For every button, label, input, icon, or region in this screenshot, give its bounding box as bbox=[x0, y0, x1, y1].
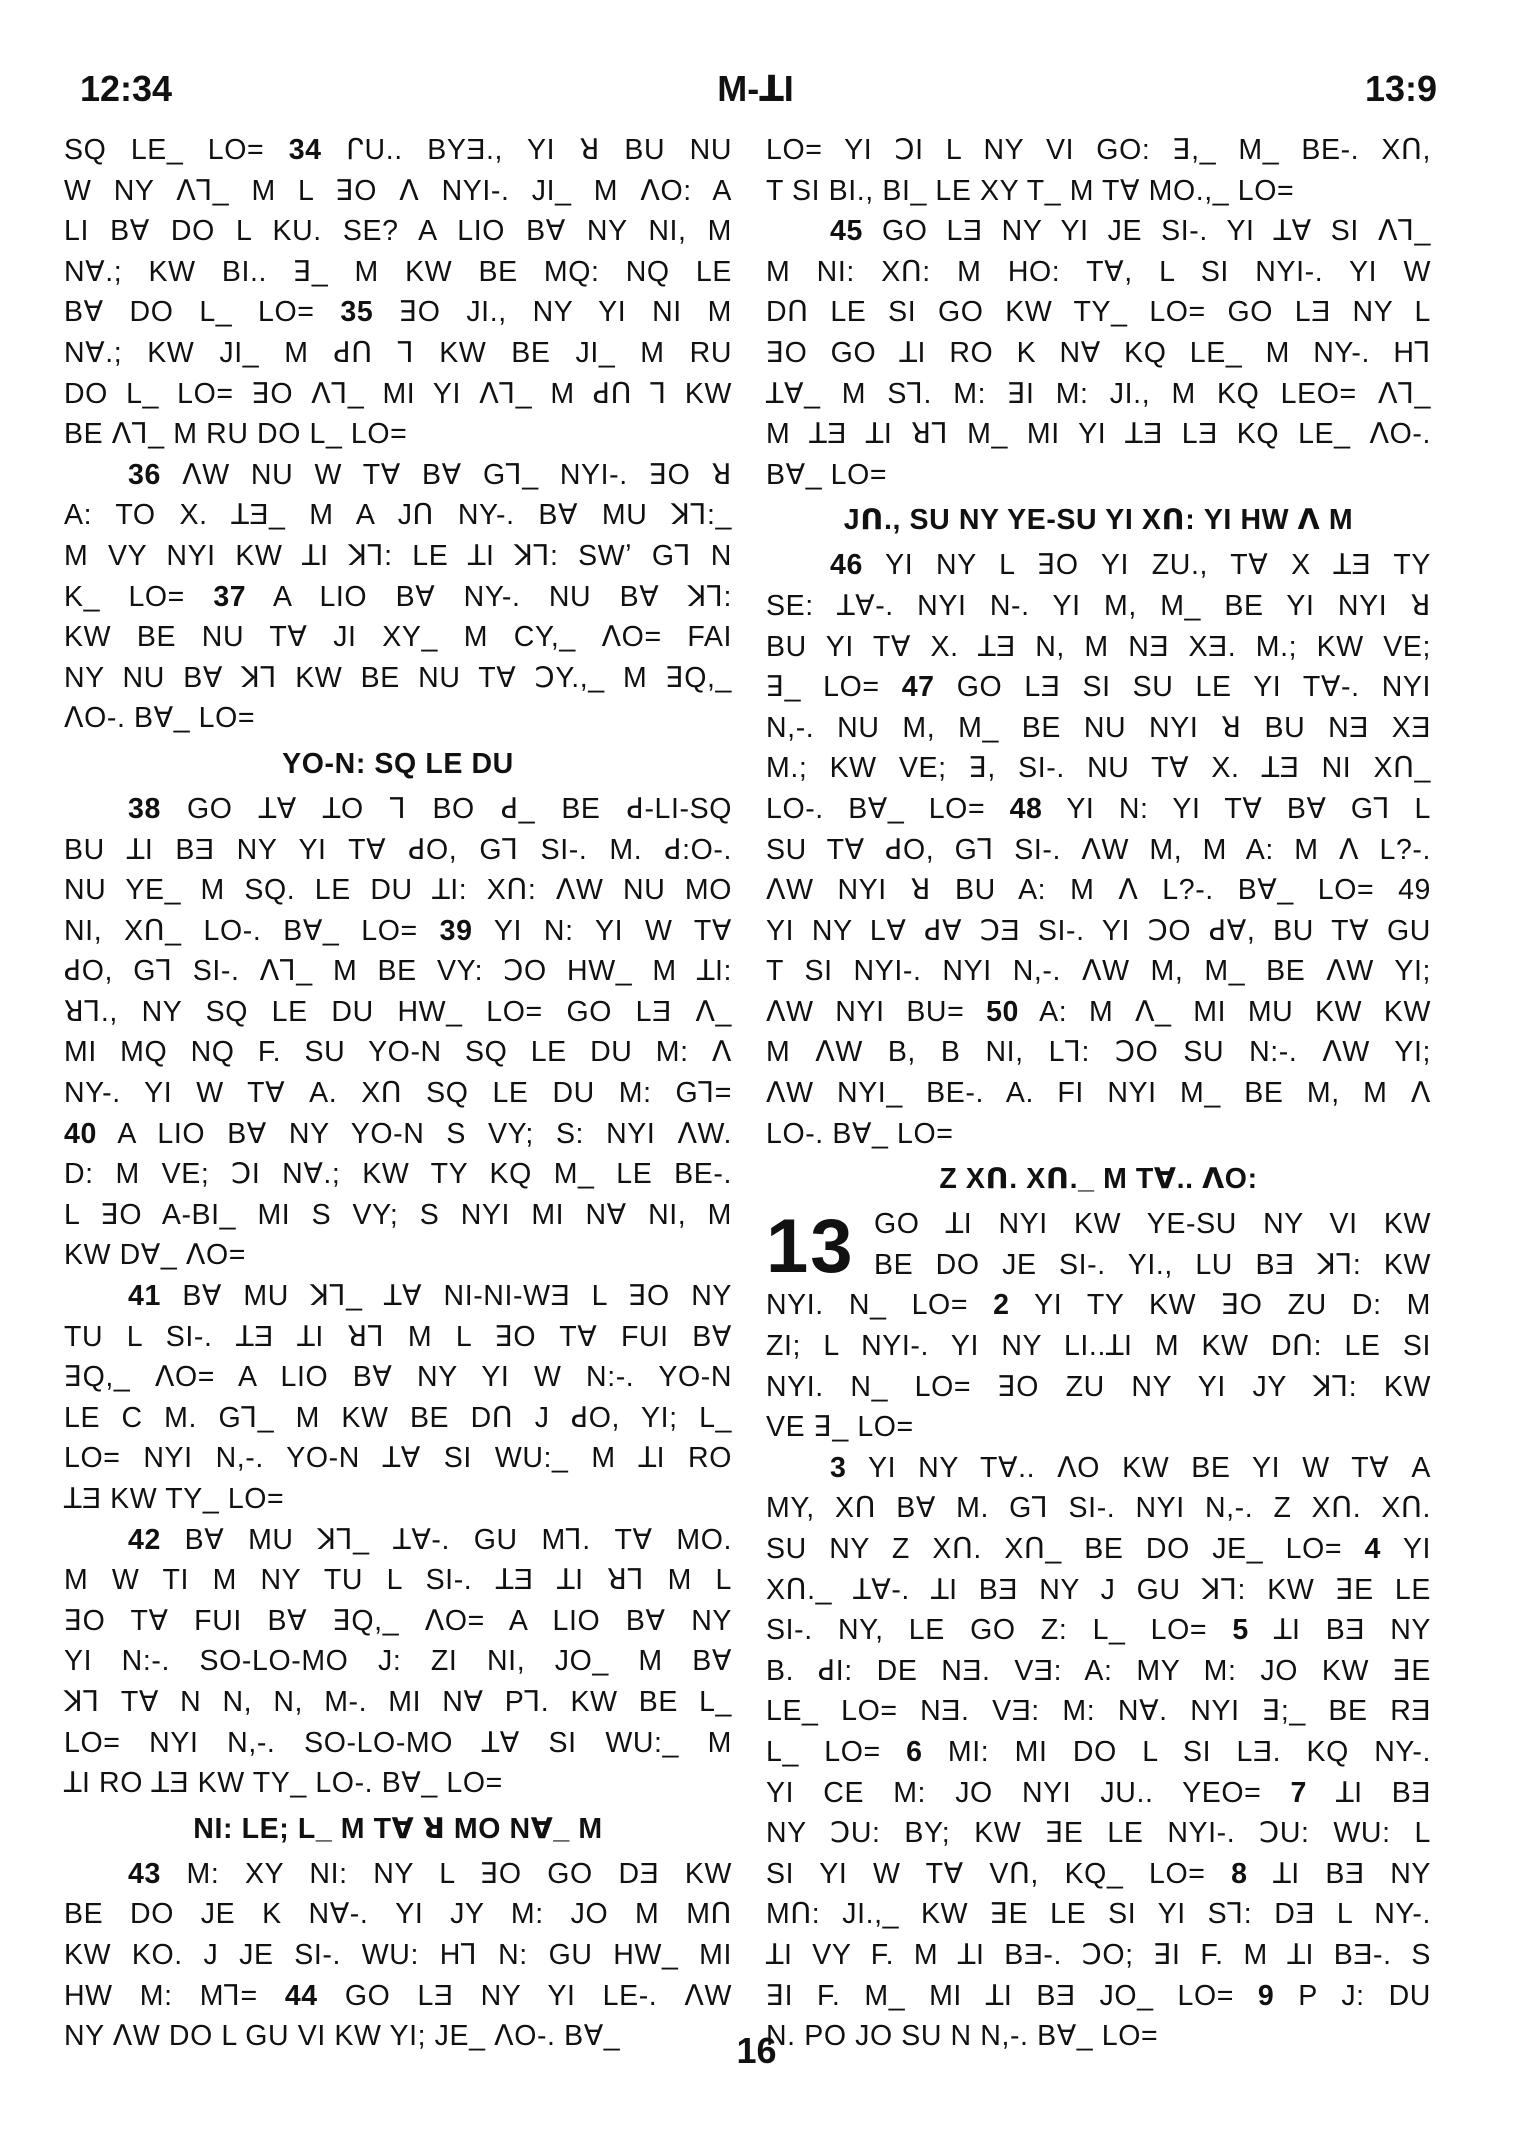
text-line: M VY NYI KW ꓕI ꓘꓶ: LE ꓕI ꓘꓶ: SWʼ Gꓶ N bbox=[64, 539, 732, 572]
text-line: T SI BI., BI_ LE XY T_ M Tꓯ MO.,_ LO= bbox=[766, 174, 1295, 207]
text-line: ꓱO GO ꓕI RO K Nꓯ KQ LE_ M NY-. Hꓶ bbox=[766, 336, 1431, 369]
text-line: NU YE_ M SQ. LE DU ꓕI: Xꓵ: ꓥW NU MO bbox=[64, 874, 732, 907]
text-line: HW M: Mꓶ= 44 GO LƎ NY YI LE-. ꓥW bbox=[64, 1979, 732, 2012]
page-number: 16 bbox=[736, 2030, 777, 2071]
text-line: ꓥW NYI ꓤ BU A: M ꓥ L?-. Bꓯ_ LO= 49 bbox=[766, 874, 1431, 907]
text-line: ꓕI VY F. M ꓕI BƎ-. ꓛO; ꓱI F. M ꓕI BƎ-. S bbox=[766, 1938, 1431, 1971]
text-line: T SI NYI-. NYI N,-. ꓥW M, M_ BE ꓥW YI; bbox=[766, 955, 1431, 988]
text-line: KW Dꓯ_ ꓥO= bbox=[64, 1239, 246, 1272]
text-line: A: TO X. ꓕƎ_ M A Jꓵ NY-. Bꓯ MU ꓘꓶ:_ bbox=[64, 499, 732, 532]
text-line: ZI; L NYI-. YI NY LI..ꓕI M KW Dꓵ: LE SI bbox=[766, 1330, 1431, 1363]
text-line: SQ LE_ LO= 34 ᒋU.. BYƎ., YI ꓤ BU NU bbox=[64, 134, 733, 166]
text-line: LO= YI ꓛI L NY VI GO: ꓱ,_ M_ BE-. Xꓵ, bbox=[766, 134, 1431, 166]
text-line: TU L SI-. ꓕƎ ꓕI ꓤꓶ M L ꓱO Tꓯ FUI Bꓯ bbox=[64, 1320, 732, 1353]
text-line: 3 YI NY Tꓯ.. ꓥO KW BE YI W Tꓯ A bbox=[830, 1451, 1431, 1484]
running-head-left: 12:34 bbox=[80, 68, 173, 109]
text-line: ꓕI RO ꓕƎ KW TY_ LO-. Bꓯ_ LO= bbox=[64, 1767, 503, 1800]
text-line: ꓱO Tꓯ FUI Bꓯ ꓱQ,_ ꓥO= A LIO Bꓯ NY bbox=[64, 1604, 732, 1637]
text-line: ꓱI F. M_ MI ꓕI BƎ JO_ LO= 9 P J: DU bbox=[766, 1979, 1431, 2012]
text-line: M NI: Xꓵ: M HO: Tꓯ, L SI NYI-. YI W bbox=[766, 255, 1431, 288]
text-line: 36 ꓥW NU W Tꓯ Bꓯ Gꓶ_ NYI-. ꓱO ꓤ bbox=[128, 458, 732, 491]
text-line: LE_ LO= NƎ. VƎ: M: Nꓯ. NYI ꓱ;_ BE RƎ bbox=[766, 1695, 1431, 1728]
text-line: ꓕƎ KW TY_ LO= bbox=[64, 1483, 285, 1515]
text-line: ꓱQ,_ ꓥO= A LIO Bꓯ NY YI W N:-. YO-N bbox=[64, 1361, 732, 1394]
chapter-opening bbox=[766, 1204, 1431, 1290]
text-line: KW BE NU Tꓯ JI XY_ M CY,_ ꓥO= FAI bbox=[64, 621, 732, 654]
running-head-right: 13:9 bbox=[1364, 68, 1437, 109]
text-line: NI, Xꓵ_ LO-. Bꓯ_ LO= 39 YI N: YI W Tꓯ bbox=[64, 914, 733, 947]
section-heading: Z Xꓵ. Xꓵ._ M Tꓯ.. ꓥO: bbox=[939, 1163, 1258, 1196]
text-line: SI YI W Tꓯ Vꓵ, KQ_ LO= 8 ꓕI BƎ NY bbox=[766, 1857, 1432, 1890]
text-line: GO ꓕI NYI KW YE-SU NY VI KW bbox=[874, 1208, 1431, 1241]
text-line: M ꓕƎ ꓕI ꓤꓶ M_ MI YI ꓕƎ LƎ KQ LE_ ꓥO-. bbox=[766, 418, 1431, 451]
text-line: SU Tꓯ ꓒO, Gꓶ SI-. ꓥW M, M A: M ꓥ L?-. bbox=[766, 833, 1431, 866]
text-line: 42 Bꓯ MU ꓘꓶ_ ꓕꓯ-. GU Mꓶ. Tꓯ MO. bbox=[128, 1523, 732, 1556]
text-line: Bꓯ DO L_ LO= 35 ꓱO JI., NY YI NI M bbox=[64, 296, 733, 329]
text-line: BU YI Tꓯ X. ꓕƎ N, M NƎ XƎ. M.; KW VE; bbox=[766, 630, 1431, 663]
text-line: ꓥW NYI BU= 50 A: M ꓥ_ MI MU KW KW bbox=[766, 995, 1431, 1028]
text-line: NY-. YI W Tꓯ A. Xꓵ SQ LE DU M: Gꓶ= bbox=[64, 1077, 732, 1110]
text-line: NY ꓛU: BY; KW ꓱE LE NYI-. ꓛU: WU: L bbox=[766, 1817, 1431, 1850]
text-line: SI-. NY, LE GO Z: L_ LO= 5 ꓕI BƎ NY bbox=[766, 1614, 1431, 1647]
text-line: NYI. N_ LO= ꓱO ZU NY YI JY ꓘꓶ: KW bbox=[766, 1370, 1431, 1403]
text-line: 41 Bꓯ MU ꓘꓶ_ ꓕꓯ NI-NI-WƎ L ꓱO NY bbox=[128, 1280, 732, 1313]
running-head bbox=[68, 64, 1443, 114]
chapter-number: 13 bbox=[766, 1204, 855, 1290]
text-line: 45 GO LƎ NY YI JE SI-. YI ꓕꓯ SI ꓥꓶ_ bbox=[830, 215, 1431, 248]
text-line: Bꓯ_ LO= bbox=[766, 458, 888, 491]
text-line: NYI. N_ LO= 2 YI TY KW ꓱO ZU D: M bbox=[766, 1289, 1431, 1322]
text-line: SE: ꓕꓯ-. NYI N-. YI M, M_ BE YI NYI ꓤ bbox=[766, 589, 1431, 622]
text-line: BE DO JE K Nꓯ-. YI JY M: JO M Mꓵ bbox=[64, 1898, 732, 1931]
text-line: ꓒO, Gꓶ SI-. ꓥꓶ_ M BE VY: ꓛO HW_ M ꓕI: bbox=[64, 955, 732, 988]
text-line: ꓥW NYI_ BE-. A. FI NYI M_ BE M, M ꓥ bbox=[766, 1077, 1431, 1110]
text-line: DO L_ LO= ꓱO ꓥꓶ_ MI YI ꓥꓶ_ M ꓒꓵ ꓶ KW bbox=[64, 377, 732, 410]
text-line: ꓘꓶ Tꓯ N N, N, M-. MI Nꓯ Pꓶ. KW BE L_ bbox=[64, 1685, 732, 1718]
text-line: 43 M: XY NI: NY L ꓱO GO DƎ KW bbox=[128, 1857, 732, 1890]
section-heading: Jꓵ., SU NY YE-SU YI Xꓵ: YI HW ꓥ M bbox=[843, 504, 1354, 537]
text-line: LI Bꓯ DO L KU. SE? A LIO Bꓯ NY NI, M bbox=[64, 215, 732, 248]
text-line: BE ꓥꓶ_ M RU DO L_ LO= bbox=[64, 418, 408, 451]
text-line: LE C M. Gꓶ_ M KW BE Dꓵ J ꓒO, YI; L_ bbox=[64, 1401, 732, 1434]
text-line: K_ LO= 37 A LIO Bꓯ NY-. NU Bꓯ ꓘꓶ: bbox=[64, 580, 732, 613]
running-head-book: M-ꓕI bbox=[717, 68, 794, 109]
text-line: KW KO. J JE SI-. WU: Hꓶ N: GU HW_ MI bbox=[64, 1938, 732, 1971]
text-line: VE ꓱ_ LO= bbox=[766, 1411, 914, 1444]
text-line: 40 A LIO Bꓯ NY YO-N S VY; S: NYI ꓥW. bbox=[64, 1117, 732, 1150]
left-column bbox=[64, 130, 732, 2057]
text-line: LO-. Bꓯ_ LO= 48 YI N: YI Tꓯ Bꓯ Gꓶ L bbox=[766, 792, 1431, 825]
text-line: L ꓱO A-BI_ MI S VY; S NYI MI Nꓯ NI, M bbox=[64, 1198, 732, 1231]
text-line: ꓱ_ LO= 47 GO LƎ SI SU LE YI Tꓯ-. NYI bbox=[766, 671, 1432, 704]
text-line: ꓥO-. Bꓯ_ LO= bbox=[64, 702, 256, 735]
text-line: MI MQ NQ F. SU YO-N SQ LE DU M: ꓥ bbox=[64, 1036, 732, 1069]
text-line: YI N:-. SO-LO-MO J: ZI NI, JO_ M Bꓯ bbox=[64, 1645, 732, 1678]
text-line: BU ꓕI BƎ NY YI Tꓯ ꓒO, Gꓶ SI-. M. ꓒ:O-. bbox=[64, 833, 732, 866]
text-line: D: M VE; ꓛI Nꓯ.; KW TY KQ M_ LE BE-. bbox=[64, 1158, 732, 1191]
right-column bbox=[766, 130, 1431, 2057]
text-line: M.; KW VE; ꓱ, SI-. NU Tꓯ X. ꓕƎ NI Xꓵ_ bbox=[766, 752, 1431, 785]
text-line: N,-. NU M, M_ BE NU NYI ꓤ BU NƎ XƎ bbox=[766, 711, 1431, 744]
text-line: LO= NYI N,-. SO-LO-MO ꓕꓯ SI WU:_ M bbox=[64, 1726, 732, 1759]
text-line: BE DO JE SI-. YI., LU BƎ ꓘꓶ: KW bbox=[874, 1248, 1431, 1281]
text-line: W NY ꓥꓶ_ M L ꓱO ꓥ NYI-. JI_ M ꓥO: A bbox=[64, 174, 732, 207]
text-line: Xꓵ._ ꓕꓯ-. ꓕI BƎ NY J GU ꓘꓶ: KW ꓱE LE bbox=[766, 1573, 1431, 1606]
text-line: SU NY Z Xꓵ. Xꓵ_ BE DO JE_ LO= 4 YI bbox=[766, 1533, 1432, 1565]
text-line: 38 GO ꓕꓯ ꓕO ꓶ BO ꓒ_ BE ꓒ-LI-SQ bbox=[128, 792, 732, 825]
text-line: M ꓥW B, B NI, Lꓶ: ꓛO SU N:-. ꓥW YI; bbox=[766, 1036, 1431, 1069]
text-line: YI CE M: JO NYI JU.. YEO= 7 ꓕI BƎ bbox=[766, 1776, 1431, 1809]
text-line: LO= NYI N,-. YO-N ꓕꓯ SI WU:_ M ꓕI RO bbox=[64, 1442, 732, 1475]
text-line: B. ꓒI: DE NƎ. VƎ: A: MY M: JO KW ꓱE bbox=[766, 1654, 1431, 1687]
text-line: LO-. Bꓯ_ LO= bbox=[766, 1117, 954, 1150]
text-line: NY ꓥW DO L GU VI KW YI; JE_ ꓥO-. Bꓯ_ bbox=[64, 2020, 621, 2053]
text-line: L_ LO= 6 MI: MI DO L SI LƎ. KQ NY-. bbox=[766, 1735, 1431, 1768]
section-heading: NI: LE; L_ M Tꓯ ꓤ MO Nꓯ_ M bbox=[193, 1812, 603, 1845]
text-line: YI NY Lꓯ ꓒꓯ ꓛƎ SI-. YI ꓛO ꓒꓯ, BU Tꓯ GU bbox=[766, 914, 1431, 947]
text-line: Nꓯ.; KW BI.. ꓱ_ M KW BE MQ: NQ LE bbox=[64, 255, 732, 288]
text-line: N. PO JO SU N N,-. Bꓯ_ LO= bbox=[766, 2020, 1159, 2053]
text-line: Nꓯ.; KW JI_ M ꓒꓵ ꓶ KW BE JI_ M RU bbox=[64, 336, 732, 369]
text-line: ꓕꓯ_ M Sꓶ. M: ꓱI M: JI., M KQ LEO= ꓥꓶ_ bbox=[766, 377, 1431, 410]
text-line: M W TI M NY TU L SI-. ꓕƎ ꓕI ꓤꓶ M L bbox=[64, 1564, 732, 1597]
text-line: Mꓵ: JI.,_ KW ꓱE LE SI YI Sꓶ: DƎ L NY-. bbox=[766, 1898, 1431, 1931]
text-line: ꓤꓶ., NY SQ LE DU HW_ LO= GO LƎ ꓥ_ bbox=[64, 995, 732, 1028]
text-line: MY, Xꓵ Bꓯ M. Gꓶ SI-. NYI N,-. Z Xꓵ. Xꓵ. bbox=[766, 1492, 1431, 1525]
text-line: Dꓵ LE SI GO KW TY_ LO= GO LƎ NY L bbox=[766, 296, 1431, 329]
text-line: 46 YI NY L ꓱO YI ZU., Tꓯ X ꓕƎ TY bbox=[830, 549, 1431, 582]
section-heading: YO-N: SQ LE DU bbox=[282, 747, 514, 780]
text-line: NY NU Bꓯ ꓘꓶ KW BE NU Tꓯ ꓛY.,_ M ꓱQ,_ bbox=[64, 661, 732, 694]
